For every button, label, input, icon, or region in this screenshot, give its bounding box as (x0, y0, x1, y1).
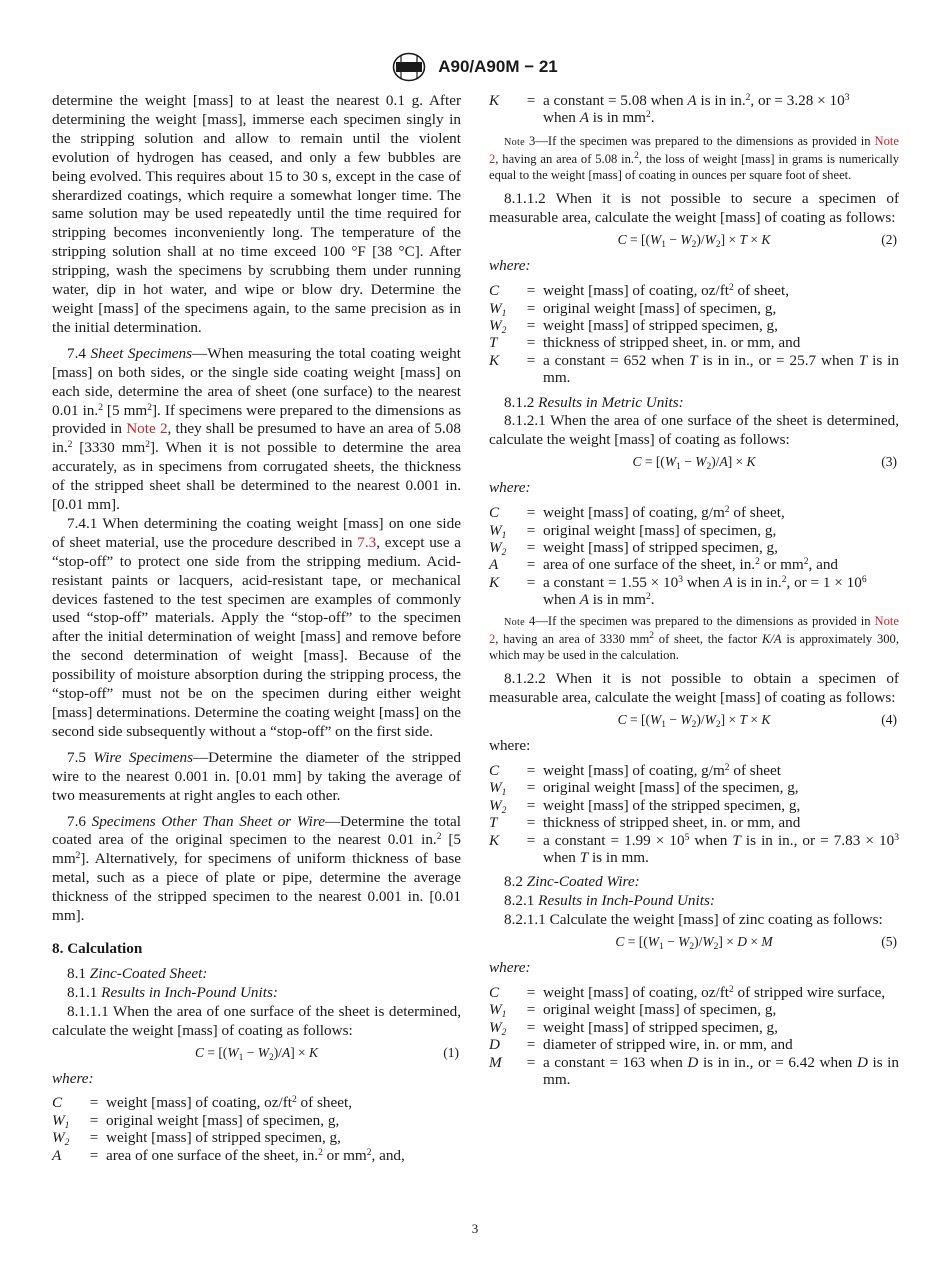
variable-list-3 (489, 504, 899, 608)
paragraph-continued: determine the weight [mass] to at least the nearest 0.1 g. After determining the weight [mass], immerse each specimen singly in the stripping solution and allow to remain until the violent evolution of hydrogen has ceased, and only a few bubbles are being evolved. This requires about 15 to 30 s, except in the case of sherardized coatings, which require a somewhat longer time. The same solution may be used repeatedly until the time required for stripping becomes inconveniently long. The temperature of the stripping solution shall at no time exceed 100 °F [38 °C]. After stripping, wash the specimens by scrubbing them under running water, dip in hot water, and wipe or blow dry. Determine the weight [mass] of the specimens again, to the same precision as in the initial determination. (52, 92, 461, 336)
variable-list-1-cont (489, 92, 899, 127)
variable-row: A = area of one surface of the sheet, in.$^2$ or $mm^2$, and, (52, 1146, 405, 1164)
variable-row: $W_2$ = weight [mass] of stripped specimen, g, (489, 316, 778, 336)
equation-3: $C = [(W_1 - W_2)/A] \times K$ (3) (632, 454, 897, 473)
variable-list-5 (489, 984, 899, 1088)
note-2-link[interactable]: Note 2 (489, 613, 899, 646)
note-2-link[interactable]: Note 2 (489, 133, 899, 167)
section-8-2-1: 8.2.1 Results in Inch-Pound Units: (504, 892, 715, 910)
variable-row: C = weight [mass] of coating, $oz/ft^2$ of stripped wire surface, (489, 984, 886, 1002)
where-label: where: (489, 479, 531, 497)
variable-row: K = a constant = $1.55 \times 10^3$ when A is in in.$^2$, or = $1 \times 10^6$ when A is in $mm^2$. (489, 573, 867, 609)
variable-row: K = a constant = $1.99 \times 10^5$ when T is in in., or = $7.83 \times 10^3$ when T is in mm. (489, 831, 899, 866)
variable-row: C = weight [mass] of coating, $oz/ft^2$ of sheet, (52, 1094, 352, 1112)
variable-row: C = weight [mass] of coating, $g/m^2$ of sheet, (489, 504, 785, 522)
variable-row: D = diameter of stripped wire, in. or mm, and (489, 1036, 793, 1054)
variable-row: $W_1$ = original weight [mass] of specimen, g, (489, 521, 777, 541)
section-8-1-1-1: 8.1.1.1 When the area of one surface of the sheet is determined, calculate the weight [mass] of coating as follows: (52, 1002, 461, 1039)
astm-logo-icon (392, 52, 426, 82)
variable-row: $W_2$ = weight [mass] of stripped specimen, g, (489, 539, 778, 559)
section-7-5: 7.5 Wire Specimens—Determine the diameter of the stripped wire to the nearest 0.001 in. [0.01 mm] by taking the average of two measurements at right angles to each other. (52, 748, 461, 804)
left-column (52, 92, 461, 1164)
section-8-2: 8.2 Zinc-Coated Wire: (504, 873, 640, 891)
document-designation: A90/A90M − 21 (438, 57, 558, 76)
equation-5: $C = [(W_1 - W_2)/W_2] \times D \times M$ (5) (615, 934, 897, 953)
equation-number: (5) (881, 934, 897, 950)
variable-list-4 (489, 762, 899, 866)
variable-row: $W_2$ = weight [mass] of stripped specimen, g, (52, 1129, 341, 1149)
equation-2: $C = [(W_1 - W_2)/W_2] \times T \times K$ (2) (617, 232, 897, 251)
variable-row: M = a constant = 163 when D is in in., or = 6.42 when D is in mm. (489, 1053, 899, 1089)
variable-row: C = weight [mass] of coating, $oz/ft^2$ of sheet, (489, 282, 789, 300)
variable-list-1 (52, 1094, 461, 1164)
section-8-1-2-1: 8.1.2.1 When the area of one surface of the sheet is determined, calculate the weight [mass] of coating as follows: (489, 412, 899, 449)
note-3: Note 3—If the specimen was prepared to the dimensions as provided in Note 2, having an area of 5.08 in.$^2$, the loss of weight [mass] in grams is numerically equal to the weight [mass] of coating in ounces per square foot of sheet. (489, 133, 899, 183)
section-8-1-1-2: 8.1.1.2 When it is not possible to secure a specimen of measurable area, calculate the weight [mass] of coating as follows: (489, 190, 899, 227)
section-8-1-2: 8.1.2 Results in Metric Units: (504, 393, 684, 411)
note-4: Note 4—If the specimen was prepared to the dimensions as provided in Note 2, having an area of 3330 $mm^2$ of sheet, the factor K/A is approximately 300, which may be used in the calculation. (489, 613, 899, 663)
equation-number: (1) (443, 1044, 459, 1060)
section-8-heading: 8. Calculation (52, 939, 143, 957)
variable-list-2 (489, 282, 899, 386)
equation-number: (2) (881, 232, 897, 248)
section-8-1: 8.1 Zinc-Coated Sheet: (67, 964, 208, 982)
variable-row: $W_1$ = original weight [mass] of specimen, g, (489, 1001, 777, 1021)
equation-4: $C = [(W_1 - W_2)/W_2] \times T \times K$ (4) (617, 712, 897, 731)
section-7-6: 7.6 Specimens Other Than Sheet or Wire—Determine the total coated area of the original specimen to the nearest 0.01 in.$^2$ [5 $mm^2$]. Alternatively, for specimens of uniform thickness of base metal, such as a piece of plate or pipe, determine the average thickness of the stripped specimen to the nearest 0.001 in. [0.01 mm]. (52, 812, 462, 925)
variable-row: A = area of one surface of the sheet, in.$^2$ or $mm^2$, and (489, 556, 839, 574)
variable-row: $W_2$ = weight [mass] of stripped specimen, g, (489, 1018, 778, 1038)
variable-row: $W_2$ = weight [mass] of the stripped specimen, g, (489, 796, 801, 816)
where-label: where: (489, 737, 531, 755)
variable-row: C = weight [mass] of coating, $g/m^2$ of sheet (489, 761, 781, 779)
section-8-1-2-2: 8.1.2.2 When it is not possible to obtain a specimen of measurable area, calculate the weight [mass] of coating as follows: (489, 670, 899, 707)
section-7-4-1: 7.4.1 When determining the coating weight [mass] on one side of sheet material, use the procedure described in 7.3, except use a “stop-off” to protect one side from the stripping medium. Acid-resistant paints or lacquers, acid-resistant tape, or mechanical devices fastened to the test specimen are examples of commonly used “stop-off” materials. Apply the “stop-off” to the specimen after the initial determination of weight [mass] and remove before the second determination of weight [mass]. Because of the possibility of moisture absorption during the stripping process, the “stop-off” must not be on the specimen during either weight [mass] determinations. Determine the coating weight [mass] on the second side subsequently without a “stop-off” on the first side. (52, 514, 461, 740)
where-label: where: (489, 959, 531, 977)
variable-row: $W_1$ = original weight [mass] of specimen, g, (52, 1111, 340, 1131)
variable-row: $W_1$ = original weight [mass] of the specimen, g, (489, 779, 799, 799)
section-8-1-1: 8.1.1 Results in Inch-Pound Units: (67, 983, 278, 1001)
section-7-4: 7.4 Sheet Specimens—When measuring the total coating weight [mass] on both sides, or the single side coating weight [mass] on each side, determine the area of sheet (one surface) to the nearest 0.01 in.$^2$ [5 $mm^2$]. If specimens were prepared to the dimensions as provided in Note 2, they shall be presumed to have an area of 5.08 in.$^2$ [3330 $mm^2$]. When it is not possible to determine the area accurately, as in specimens from corrugated sheets, the thickness of the stripped sheet shall be determined to the nearest 0.001 in. [0.01 mm]. (52, 344, 461, 514)
note-2-link[interactable]: Note 2 (126, 420, 168, 438)
variable-row: T = thickness of stripped sheet, in. or mm, and (489, 814, 801, 832)
page-header (0, 52, 950, 82)
section-8-2-1-1: 8.2.1.1 Calculate the weight [mass] of zinc coating as follows: (504, 911, 883, 929)
variable-row: K = a constant = 652 when T is in in., or = 25.7 when T is in mm. (489, 351, 899, 387)
variable-row: $W_1$ = original weight [mass] of specimen, g, (489, 299, 777, 319)
equation-number: (4) (881, 712, 897, 728)
variable-row: T = thickness of stripped sheet, in. or mm, and (489, 334, 801, 352)
equation-1: $C = [(W_1 - W_2)/A] \times K$ (1) (194, 1044, 459, 1063)
equation-number: (3) (881, 454, 897, 470)
where-label: where: (52, 1069, 94, 1087)
variable-row: K = a constant = 5.08 when A is in in.$^2$, or = $3.28 \times 10^3$ when A is in $mm^2$. (489, 92, 850, 127)
page-number: 3 (471, 1221, 479, 1236)
where-label: where: (489, 257, 531, 275)
right-column (489, 92, 899, 1088)
section-7-3-link[interactable]: 7.3 (357, 533, 377, 551)
